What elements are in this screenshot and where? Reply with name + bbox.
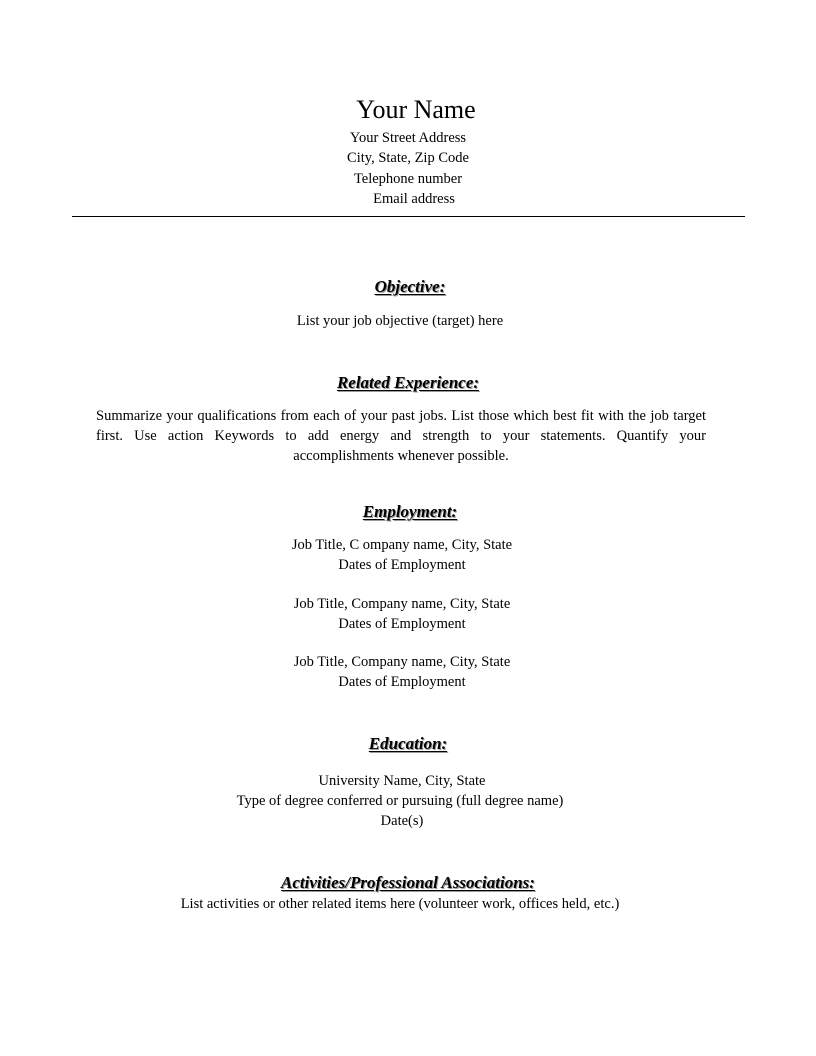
education-dates: Date(s)	[380, 813, 424, 829]
education-university: University Name, City, State	[318, 773, 486, 789]
city-state-zip: City, State, Zip Code	[347, 150, 469, 166]
employment-heading: Employment:	[362, 502, 458, 521]
objective-heading: Objective:	[374, 277, 446, 296]
objective-text: List your job objective (target) here	[296, 313, 504, 329]
job-2-dates: Dates of Employment	[338, 616, 466, 632]
telephone-number: Telephone number	[353, 171, 463, 187]
job-2-title-line: Job Title, Company name, City, State	[293, 596, 511, 612]
header-divider	[72, 216, 745, 217]
job-1-title-line: Job Title, C ompany name, City, State	[291, 537, 513, 553]
your-name-title: Your Name	[356, 95, 476, 124]
education-heading: Education:	[368, 734, 448, 753]
related-experience-text: Summarize your qualifications from each of your past jobs. List those which best fit with the job target first. Use action Keywords to add energy and strength to your statements. Quantify your accomplishments whenever possible.	[96, 408, 706, 464]
job-3-dates: Dates of Employment	[338, 674, 466, 690]
activities-text: List activities or other related items here (volunteer work, offices held, etc.)	[180, 896, 620, 912]
job-3-title-line: Job Title, Company name, City, State	[293, 654, 511, 670]
job-1-dates: Dates of Employment	[338, 557, 466, 573]
email-address: Email address	[373, 191, 455, 207]
activities-heading: Activities/Professional Associations:	[281, 873, 535, 892]
related-experience-heading: Related Experience:	[336, 373, 480, 392]
education-degree: Type of degree conferred or pursuing (full degree name)	[236, 793, 564, 809]
street-address: Your Street Address	[349, 130, 467, 146]
